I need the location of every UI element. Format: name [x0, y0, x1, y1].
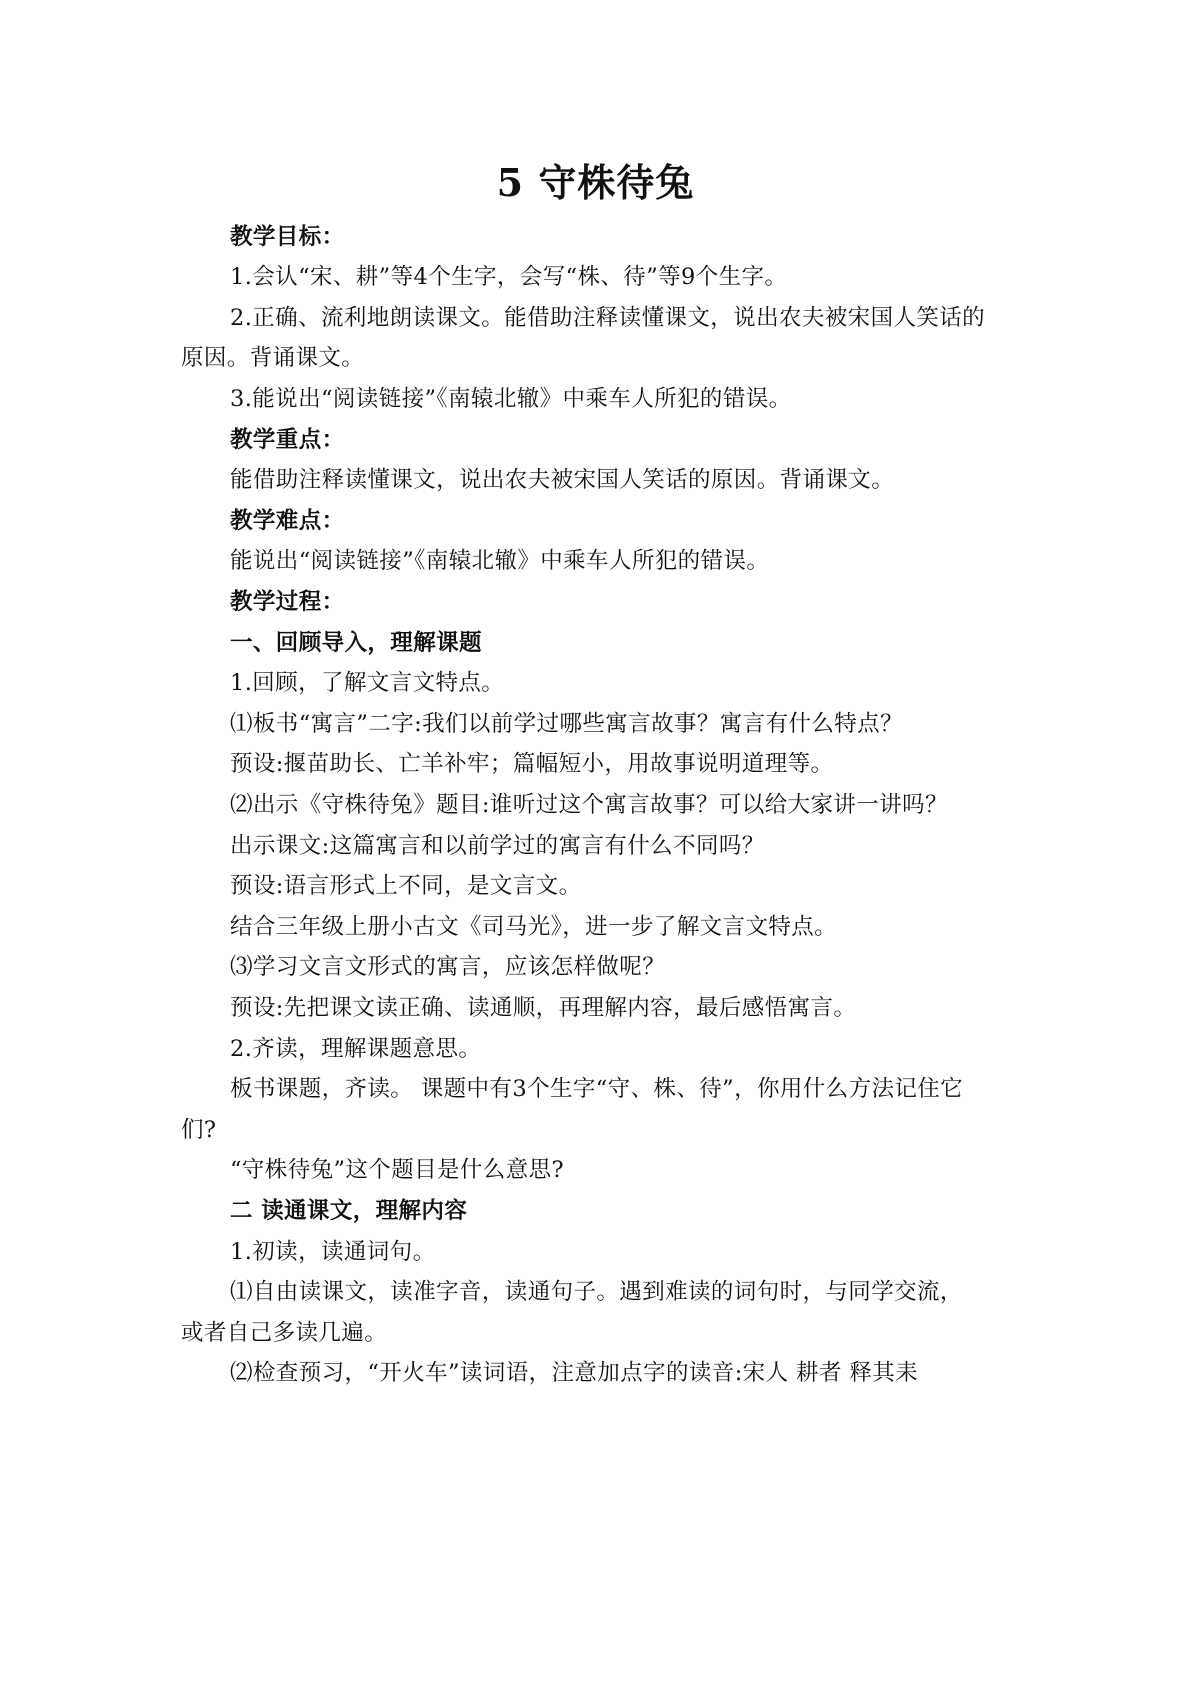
paragraph-line: 能借助注释读懂课文，说出农夫被宋国人笑话的原因。背诵课文。: [230, 467, 895, 493]
section-heading-one: 一、回顾导入，理解课题: [230, 630, 482, 656]
paragraph-line: ⑴自由读课文，读准字音，读通句子。遇到难读的词句时，与同学交流，: [230, 1279, 963, 1305]
paragraph-line: 1.回顾，了解文言文特点。: [230, 670, 505, 696]
paragraph-line: ⑴板书“寓言”二字:我们以前学过哪些寓言故事？寓言有什么特点？: [230, 711, 903, 737]
paragraph-line: ⑵检查预习，“开火车”读词语，注意加点字的读音:宋人 耕者 释其耒: [230, 1360, 919, 1386]
paragraph-line: 预设:揠苗助长、亡羊补牢；篇幅短小，用故事说明道理等。: [230, 751, 834, 777]
paragraph-line: 预设:语言形式上不同，是文言文。: [230, 873, 582, 899]
paragraph-line: ⑵出示《守株待兔》题目:谁听过这个寓言故事？可以给大家讲一讲吗？: [230, 792, 948, 818]
paragraph-line: 2.齐读，理解课题意思。: [230, 1036, 482, 1062]
heading-objectives: 教学目标：: [230, 224, 345, 250]
heading-difficulties: 教学难点：: [230, 508, 345, 534]
paragraph-line: 能说出“阅读链接”《南辕北辙》中乘车人所犯的错误。: [230, 548, 770, 574]
paragraph-line: 或者自己多读几遍。: [181, 1320, 388, 1346]
heading-key-points: 教学重点：: [230, 427, 345, 453]
document-title: 5 守株待兔: [496, 160, 695, 205]
paragraph-line: 预设:先把课文读正确、读通顺，再理解内容，最后感悟寓言。: [230, 995, 857, 1021]
paragraph-line: 原因。背诵课文。: [181, 345, 365, 371]
paragraph-line: 1.初读，读通词句。: [230, 1239, 436, 1265]
paragraph-line: ⑶学习文言文形式的寓言，应该怎样做呢？: [230, 954, 666, 980]
paragraph-line: 3.能说出“阅读链接”《南辕北辙》中乘车人所犯的错误。: [230, 386, 792, 412]
paragraph-line: 2.正确、流利地朗读课文。能借助注释读懂课文，说出农夫被宋国人笑话的: [230, 305, 986, 331]
paragraph-line: 板书课题，齐读。 课题中有3个生字“守、株、待”，你用什么方法记住它: [230, 1076, 964, 1102]
paragraph-line: 们?: [181, 1117, 217, 1143]
paragraph-line: “守株待兔”这个题目是什么意思?: [230, 1157, 564, 1183]
paragraph-line: 出示课文:这篇寓言和以前学过的寓言有什么不同吗？: [230, 833, 765, 859]
paragraph-line: 结合三年级上册小古文《司马光》，进一步了解文言文特点。: [230, 914, 838, 940]
section-heading-two: 二 读通课文，理解内容: [230, 1198, 468, 1224]
heading-process: 教学过程：: [230, 589, 345, 615]
paragraph-line: 1.会认“宋、耕”等4个生字，会写“株、待”等9个生字。: [230, 264, 788, 290]
